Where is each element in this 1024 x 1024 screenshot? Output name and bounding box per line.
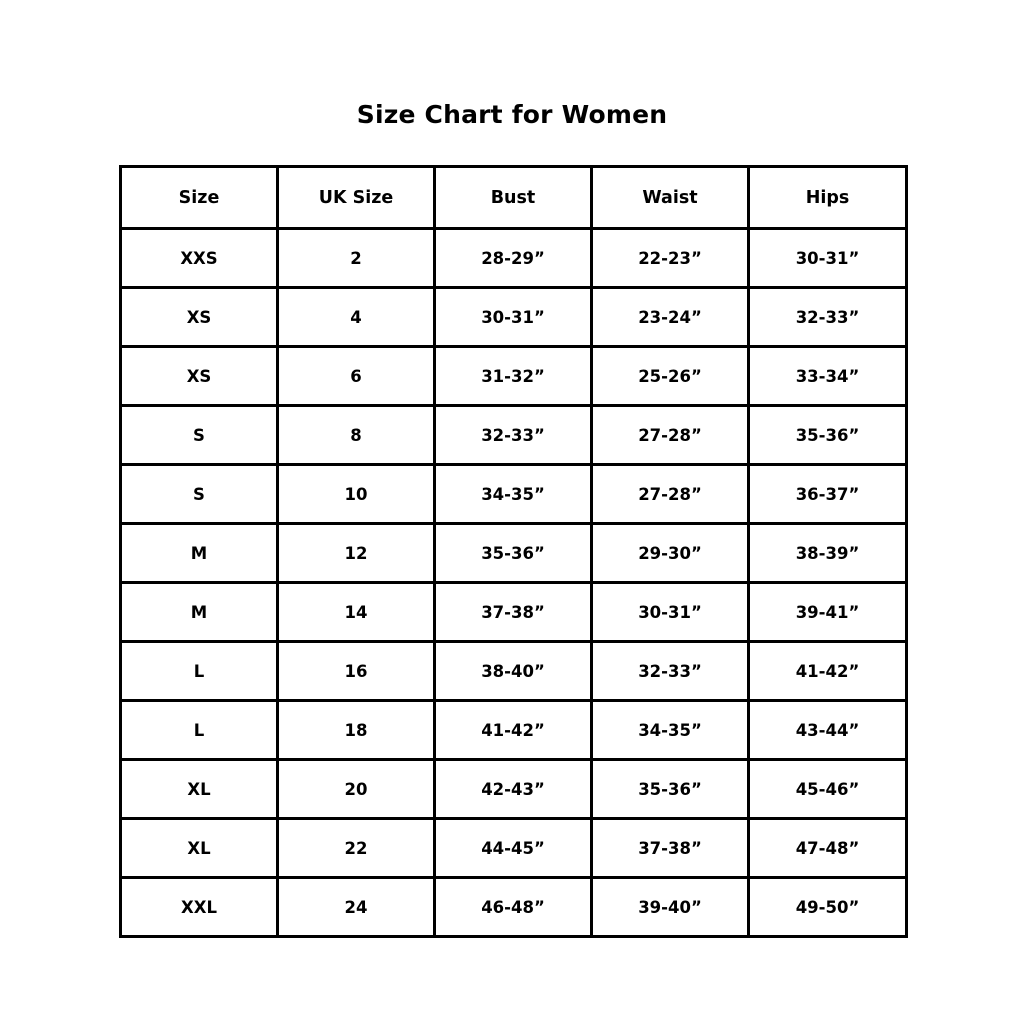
cell-hips: 41-42” (749, 642, 907, 701)
cell-size: XS (121, 347, 278, 406)
cell-hips: 30-31” (749, 229, 907, 288)
cell-uk-size: 24 (278, 878, 435, 937)
cell-bust: 38-40” (435, 642, 592, 701)
page-title: Size Chart for Women (356, 100, 668, 129)
cell-bust: 35-36” (435, 524, 592, 583)
cell-size: L (121, 701, 278, 760)
cell-hips: 39-41” (749, 583, 907, 642)
cell-bust: 30-31” (435, 288, 592, 347)
cell-hips: 32-33” (749, 288, 907, 347)
table-row (121, 229, 907, 288)
table-header (121, 167, 907, 229)
cell-waist: 29-30” (592, 524, 749, 583)
cell-size: L (121, 642, 278, 701)
cell-uk-size: 10 (278, 465, 435, 524)
cell-waist: 37-38” (592, 819, 749, 878)
cell-uk-size: 14 (278, 583, 435, 642)
column-header-size: Size (121, 167, 278, 229)
cell-hips: 35-36” (749, 406, 907, 465)
cell-size: M (121, 524, 278, 583)
cell-uk-size: 22 (278, 819, 435, 878)
table-row (121, 524, 907, 583)
table-row (121, 406, 907, 465)
cell-size: XL (121, 760, 278, 819)
cell-waist: 23-24” (592, 288, 749, 347)
cell-size: XL (121, 819, 278, 878)
table-row (121, 288, 907, 347)
table-row (121, 347, 907, 406)
cell-waist: 30-31” (592, 583, 749, 642)
cell-uk-size: 20 (278, 760, 435, 819)
cell-size: M (121, 583, 278, 642)
cell-uk-size: 6 (278, 347, 435, 406)
column-header-uk-size: UK Size (278, 167, 435, 229)
table-row (121, 465, 907, 524)
cell-hips: 47-48” (749, 819, 907, 878)
cell-bust: 28-29” (435, 229, 592, 288)
cell-bust: 41-42” (435, 701, 592, 760)
table-row (121, 583, 907, 642)
cell-uk-size: 16 (278, 642, 435, 701)
table-header-row (121, 167, 907, 229)
cell-waist: 39-40” (592, 878, 749, 937)
cell-bust: 31-32” (435, 347, 592, 406)
size-chart-table-container (119, 165, 905, 938)
cell-hips: 45-46” (749, 760, 907, 819)
table-body (121, 229, 907, 937)
column-header-bust: Bust (435, 167, 592, 229)
cell-waist: 25-26” (592, 347, 749, 406)
column-header-hips: Hips (749, 167, 907, 229)
table-row (121, 642, 907, 701)
cell-bust: 46-48” (435, 878, 592, 937)
column-header-waist: Waist (592, 167, 749, 229)
cell-hips: 38-39” (749, 524, 907, 583)
cell-waist: 22-23” (592, 229, 749, 288)
cell-size: XS (121, 288, 278, 347)
cell-hips: 43-44” (749, 701, 907, 760)
cell-size: S (121, 465, 278, 524)
cell-bust: 44-45” (435, 819, 592, 878)
cell-bust: 37-38” (435, 583, 592, 642)
cell-waist: 34-35” (592, 701, 749, 760)
cell-uk-size: 8 (278, 406, 435, 465)
cell-waist: 35-36” (592, 760, 749, 819)
cell-bust: 42-43” (435, 760, 592, 819)
cell-hips: 49-50” (749, 878, 907, 937)
cell-uk-size: 4 (278, 288, 435, 347)
cell-size: XXL (121, 878, 278, 937)
table-row (121, 701, 907, 760)
table-row (121, 760, 907, 819)
size-chart-table (119, 165, 908, 938)
cell-hips: 36-37” (749, 465, 907, 524)
cell-waist: 32-33” (592, 642, 749, 701)
cell-size: S (121, 406, 278, 465)
cell-hips: 33-34” (749, 347, 907, 406)
cell-waist: 27-28” (592, 406, 749, 465)
cell-uk-size: 2 (278, 229, 435, 288)
table-row (121, 878, 907, 937)
cell-waist: 27-28” (592, 465, 749, 524)
cell-uk-size: 12 (278, 524, 435, 583)
table-row (121, 819, 907, 878)
cell-bust: 32-33” (435, 406, 592, 465)
cell-bust: 34-35” (435, 465, 592, 524)
cell-size: XXS (121, 229, 278, 288)
cell-uk-size: 18 (278, 701, 435, 760)
